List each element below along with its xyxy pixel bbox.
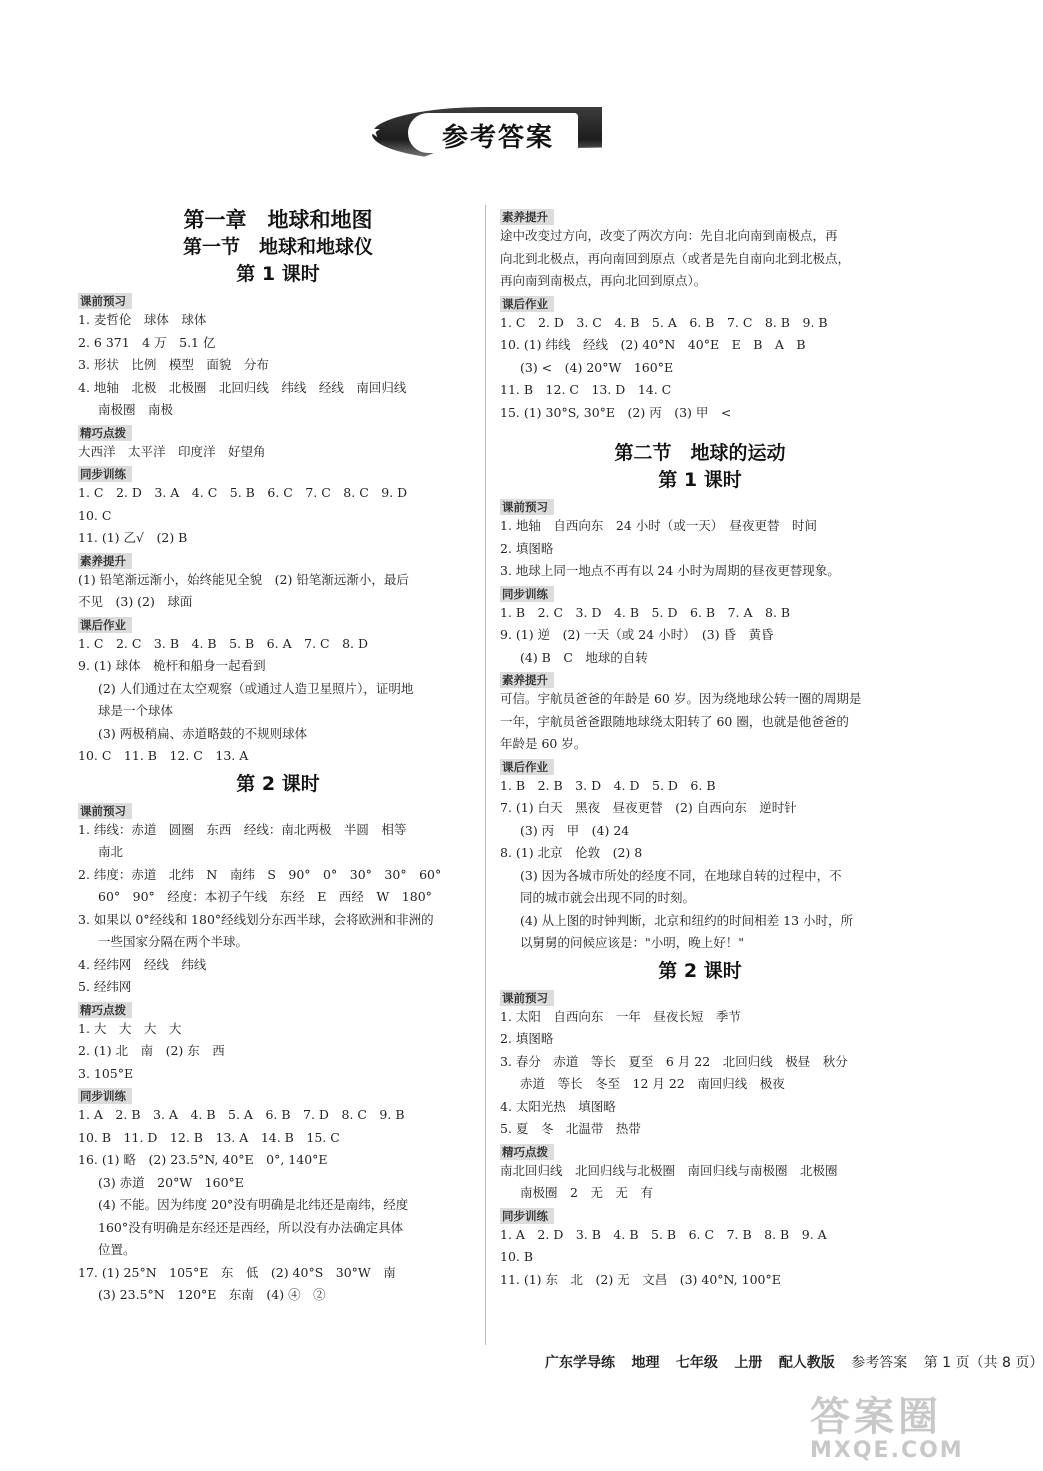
star-icon: ★ (364, 121, 382, 142)
footer-volume: 上册 (734, 1355, 763, 1371)
column-divider (485, 205, 486, 1345)
answer-line: 向北到北极点，再向南回到原点（或者是先自南向北到北极点， (500, 250, 851, 266)
answer-line: 10. B (500, 1249, 534, 1264)
answer-line: (2) 人们通过在太空观察（或通过人造卫星照片），证明地 (98, 680, 414, 696)
lesson-content (500, 496, 900, 955)
answer-line: 1. 纬线：赤道 圆圈 东西 经线：南北两极 半圆 相等 (78, 821, 407, 837)
answer-line: 赤道 等长 冬至 12 月 22 南回归线 极夜 (520, 1076, 785, 1091)
answer-line: 1. C 2. D 3. A 4. C 5. B 6. C 7. C 8. C 9. D (78, 485, 408, 500)
answer-line: (3) 23.5°N 120°E 东南 (4) ④ ② (98, 1287, 326, 1302)
answer-line: 2. 纬度：赤道 北纬 N 南纬 S 90° 0° 30° 30° 60° (78, 866, 442, 882)
answer-line: 1. B 2. C 3. D 4. B 5. D 6. B 7. A 8. B (500, 604, 791, 620)
answer-line: 南极圈 南极 (98, 402, 174, 417)
section-tag: 素养提升 (78, 553, 132, 569)
section-tag: 精巧点拨 (78, 425, 132, 441)
answer-line: (3) 因为各城市所处的经度不同，在地球自转的过程中，不 (520, 867, 842, 883)
footer-subject: 地理 (631, 1355, 660, 1371)
answer-line: 南北 (98, 844, 124, 859)
answer-line: 5. 经纬网 (78, 979, 132, 994)
footer-page-number: 第 1 页（共 8 页） (923, 1355, 1043, 1371)
answer-line: 一年，宇航员爸爸跟随地球绕太阳转了 60 圈，也就是他爸爸的 (500, 713, 849, 729)
answer-line: 再向南到南极点，再向北回到原点）。 (500, 273, 707, 288)
answer-line: 4. 经纬网 经线 纬线 (78, 956, 207, 972)
answer-line: 3. 春分 赤道 等长 夏至 6 月 22 北回归线 极昼 秋分 (500, 1053, 848, 1069)
answer-line: 1. C 2. D 3. C 4. B 5. A 6. B 7. C 8. B 9. B (500, 314, 828, 330)
chapter-heading: 第一章 地球和地图 (183, 208, 373, 232)
answer-line: 途中改变过方向，改变了两次方向：先自北向南到南极点，再 (500, 228, 838, 243)
lesson-content (78, 290, 478, 768)
answer-line: 60° 90° 经度：本初子午线 东经 E 西经 W 180° (98, 889, 432, 904)
answer-line: 南北回归线 北回归线与北极圈 南回归线与南极圈 北极圈 (500, 1162, 838, 1178)
answer-line: (4) 从上图的时钟判断，北京和纽约的时间相差 13 小时，所 (520, 912, 854, 928)
answer-line: 3. 地球上同一地点不再有以 24 小时为周期的昼夜更替现象。 (500, 563, 840, 578)
left-column (78, 200, 478, 1307)
answer-line: 10. B 11. D 12. B 13. A 14. B 15. C (78, 1129, 340, 1145)
lesson-heading: 第 2 课时 (236, 772, 320, 795)
section-tag: 精巧点拨 (78, 1002, 132, 1018)
section-tag: 同步训练 (500, 586, 554, 602)
section-heading: 第一节 地球和地球仪 (182, 236, 373, 258)
answer-line: 1. 大 大 大 大 (78, 1020, 182, 1036)
answer-line: 1. B 2. B 3. D 4. D 5. D 6. B (500, 777, 716, 793)
lesson-heading: 第 1 课时 (658, 469, 742, 491)
answer-line: 位置。 (98, 1242, 136, 1257)
answer-line: 不见 (3) (2) 球面 (78, 594, 193, 609)
footer-edition: 配人教版 (778, 1355, 835, 1371)
section-tag: 课后作业 (500, 296, 554, 312)
watermark (810, 1385, 980, 1465)
answer-line: 11. (1) 东 北 (2) 无 文昌 (3) 40°N, 100°E (500, 1271, 781, 1287)
answer-line: 10. C 11. B 12. C 13. A (78, 748, 249, 763)
answer-line: 15. (1) 30°S, 30°E (2) 丙 (3) 甲 < (500, 404, 732, 420)
answer-line: 以舅舅的问候应该是："小明，晚上好！" (520, 935, 744, 950)
page-footer (545, 1352, 1043, 1372)
section-tag: 课前预习 (500, 990, 554, 1006)
lesson-content (500, 987, 900, 1292)
answer-line: 大西洋 太平洋 印度洋 好望角 (78, 443, 266, 459)
answer-line: (4) B C 地球的自转 (520, 649, 648, 665)
answer-line: 7. (1) 白天 黑夜 昼夜更替 (2) 自西向东 逆时针 (500, 800, 797, 815)
answer-line: 可信。宇航员爸爸的年龄是 60 岁。因为绕地球公转一圈的周期是 (500, 691, 862, 706)
watermark-logo: 答案圈 (810, 1394, 942, 1440)
answer-line: 1. C 2. C 3. B 4. B 5. B 6. A 7. C 8. D (78, 635, 368, 651)
answer-line: 11. (1) 乙√ (2) B (78, 530, 188, 545)
answer-line: 3. 如果以 0°经线和 180°经线划分东西半球，会将欧洲和非洲的 (78, 911, 434, 927)
answer-line: 1. A 2. B 3. A 4. B 5. A 6. B 7. D 8. C 9. B (78, 1107, 405, 1122)
lesson-heading: 第 1 课时 (236, 263, 320, 285)
answer-line: 2. 填图略 (500, 1031, 554, 1046)
answer-line: 5. 夏 冬 北温带 热带 (500, 1121, 641, 1136)
page-title: 参考答案 (441, 123, 554, 153)
answer-line: 1. A 2. D 3. B 4. B 5. B 6. C 7. B 8. B 9. A (500, 1226, 827, 1242)
section-tag: 课后作业 (78, 617, 132, 633)
answer-line: 2. 6 371 4 万 5.1 亿 (78, 334, 216, 350)
footer-grade: 七年级 (675, 1355, 718, 1371)
answer-line: 160°没有明确是东经还是西经，所以没有办法确定具体 (98, 1219, 404, 1235)
answer-line: 球是一个球体 (98, 703, 174, 718)
lesson-heading: 第 2 课时 (658, 959, 742, 982)
answer-line: 8. (1) 北京 伦敦 (2) 8 (500, 845, 643, 860)
answer-line: 同的城市就会出现不同的时刻。 (520, 890, 696, 905)
answer-line: (3) 丙 甲 (4) 24 (520, 822, 630, 838)
section-tag: 精巧点拨 (500, 1144, 554, 1160)
section-heading: 第二节 地球的运动 (614, 442, 786, 464)
answer-line: (1) 铅笔渐远渐小，始终能见全貌 (2) 铅笔渐远渐小，最后 (78, 571, 409, 587)
section-tag: 同步训练 (500, 1208, 554, 1224)
section-tag: 同步训练 (78, 1088, 132, 1104)
right-column (500, 206, 900, 1291)
section-tag: 同步训练 (78, 466, 132, 482)
answer-line: (3) 赤道 20°W 160°E (98, 1174, 244, 1190)
answer-line: 1. 太阳 自西向东 一年 昼夜长短 季节 (500, 1008, 741, 1024)
answer-line: 17. (1) 25°N 105°E 东 低 (2) 40°S 30°W 南 (78, 1264, 396, 1280)
section-tag: 课后作业 (500, 759, 554, 775)
section-tag: 课前预习 (78, 293, 132, 309)
answer-line: 3. 105°E (78, 1065, 134, 1081)
lesson-content (78, 800, 478, 1307)
answer-line: 南极圈 2 无 无 有 (520, 1185, 653, 1200)
lesson-content (500, 206, 900, 424)
section-tag: 课前预习 (78, 803, 132, 819)
footer-section: 参考答案 (851, 1355, 908, 1371)
answer-line: 1. 地轴 自西向东 24 小时（或一天） 昼夜更替 时间 (500, 518, 818, 533)
section-tag: 素养提升 (500, 209, 554, 225)
answer-line: 11. B 12. C 13. D 14. C (500, 382, 672, 397)
answer-line: (3) < (4) 20°W 160°E (520, 359, 674, 375)
title-banner (360, 105, 610, 165)
answer-line: 4. 地轴 北极 北极圈 北回归线 纬线 经线 南回归线 (78, 379, 407, 395)
answer-line: (4) 不能。因为纬度 20°没有明确是北纬还是南纬，经度 (98, 1197, 409, 1212)
answer-line: 16. (1) 略 (2) 23.5°N, 40°E 0°, 140°E (78, 1152, 328, 1167)
answer-line: 一些国家分隔在两个半球。 (98, 934, 249, 949)
watermark-url: MXQE.COM (810, 1438, 964, 1463)
answer-line: 10. (1) 纬线 经线 (2) 40°N 40°E E B A B (500, 337, 806, 352)
footer-book: 广东学导练 (545, 1355, 615, 1371)
section-tag: 素养提升 (500, 672, 554, 688)
answer-line: 2. 填图略 (500, 540, 554, 556)
section-tag: 课前预习 (500, 499, 554, 515)
answer-line: 2. (1) 北 南 (2) 东 西 (78, 1043, 225, 1058)
answer-line: 9. (1) 逆 (2) 一天（或 24 小时） (3) 昏 黄昏 (500, 627, 774, 642)
answer-line: 3. 形状 比例 模型 面貌 分布 (78, 357, 269, 372)
answer-line: 年龄是 60 岁。 (500, 736, 587, 751)
answer-line: 10. C (78, 507, 112, 523)
answer-line: (3) 两极稍扁、赤道略鼓的不规则球体 (98, 725, 308, 741)
answer-line: 1. 麦哲伦 球体 球体 (78, 312, 207, 327)
answer-line: 4. 太阳光热 填图略 (500, 1098, 616, 1114)
answer-line: 9. (1) 球体 桅杆和船身一起看到 (78, 658, 266, 673)
